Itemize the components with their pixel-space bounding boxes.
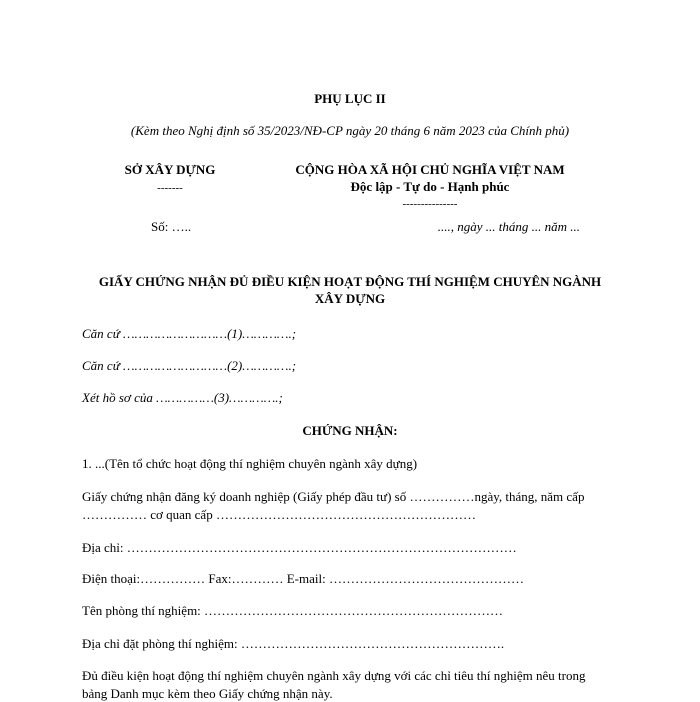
national-motto: Độc lập - Tự do - Hạnh phúc [350,179,510,194]
lab-name-line: Tên phòng thí nghiệm: …………………………………………………………… [82,603,504,618]
conclusion-line-2: bảng Danh mục kèm theo Giấy chứng nhận này. [82,686,333,701]
legal-basis-1: Căn cứ ………………………(1)………….; [82,326,297,341]
document-number: Số: ….. [151,219,192,234]
certificate-title-line-2: XÂY DỰNG [314,291,386,306]
appendix-title: PHỤ LỤC II [314,91,386,106]
business-registration-line-1: Giấy chứng nhận đăng ký doanh nghiệp (Giấy phép đầu tư) số ……………ngày, tháng, năm cấp [82,489,585,504]
certify-heading: CHỨNG NHẬN: [302,423,398,438]
agency-name: SỞ XÂY DỰNG [124,162,216,177]
business-registration-line-2: …………… cơ quan cấp …………………………………………………… [82,507,476,522]
certificate-title-line-1: GIẤY CHỨNG NHẬN ĐỦ ĐIỀU KIỆN HOẠT ĐỘNG THÍ NGHIỆM CHUYÊN NGÀNH [98,274,602,289]
contact-line: Điện thoại:…………… Fax:………… E-mail: ……………………………………… [82,571,524,586]
legal-basis-2: Căn cứ ………………………(2)………….; [82,358,297,373]
appendix-subtitle: (Kèm theo Nghị định số 35/2023/NĐ-CP ngày 20 tháng 6 năm 2023 của Chính phủ) [130,123,570,138]
organization-name-item: 1. ...(Tên tổ chức hoạt động thí nghiệm chuyên ngành xây dựng) [82,456,418,471]
lab-address-line: Địa chỉ đặt phòng thí nghiệm: ……………………………………………………. [82,636,505,651]
motto-divider: --------------- [402,198,458,210]
issue-date-line: ...., ngày ... tháng ... năm ... [437,219,580,234]
agency-divider: ------- [157,182,183,194]
country-name: CỘNG HÒA XÃ HỘI CHỦ NGHĨA VIỆT NAM [295,162,565,177]
dossier-review: Xét hồ sơ của ……………(3)………….; [82,390,283,405]
conclusion-line-1: Đủ điều kiện hoạt động thí nghiệm chuyên ngành xây dựng với các chỉ tiêu thí nghiệm nêu trong [82,668,586,683]
address-line: Địa chỉ: ……………………………………………………………………………… [82,540,517,555]
